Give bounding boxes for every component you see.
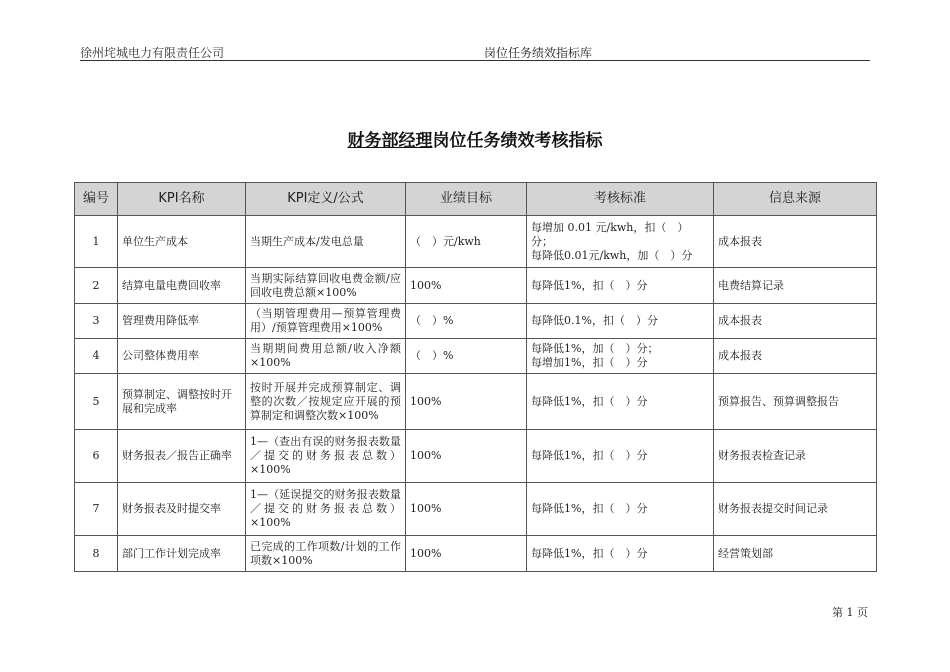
column-header: 编号 bbox=[75, 183, 118, 216]
cell-kpi-name: 单位生产成本 bbox=[118, 216, 246, 268]
cell-target: （ ）元/kwh bbox=[406, 216, 527, 268]
cell-source: 经营策划部 bbox=[714, 536, 877, 572]
cell-kpi-name: 公司整体费用率 bbox=[118, 339, 246, 374]
cell-target: 100% bbox=[406, 374, 527, 430]
cell-definition: 当期实际结算回收电费金额/应回收电费总额×100% bbox=[246, 268, 406, 304]
cell-standard: 每降低1%，扣（ ）分 bbox=[527, 268, 714, 304]
cell-no: 2 bbox=[75, 268, 118, 304]
cell-definition: 当期期间费用总额/收入净额×100% bbox=[246, 339, 406, 374]
cell-target: 100% bbox=[406, 268, 527, 304]
column-header: 信息来源 bbox=[714, 183, 877, 216]
cell-no: 5 bbox=[75, 374, 118, 430]
cell-target: 100% bbox=[406, 536, 527, 572]
cell-target: （ ）% bbox=[406, 304, 527, 339]
document-name: 岗位任务绩效指标库 bbox=[484, 46, 593, 60]
cell-target: 100% bbox=[406, 430, 527, 483]
cell-source: 成本报表 bbox=[714, 304, 877, 339]
table-row bbox=[75, 483, 877, 536]
title-role: 财务部经理 bbox=[347, 131, 433, 151]
cell-standard: 每降低1%，扣（ ）分 bbox=[527, 374, 714, 430]
cell-standard: 每降低1%，加（ ）分； 每增加1%，扣（ ）分 bbox=[527, 339, 714, 374]
cell-no: 1 bbox=[75, 216, 118, 268]
cell-target: 100% bbox=[406, 483, 527, 536]
cell-source: 电费结算记录 bbox=[714, 268, 877, 304]
company-name: 徐州垞城电力有限责任公司 bbox=[80, 46, 225, 60]
cell-standard: 每增加 0.01 元/kwh，扣（ ）分； 每降低0.01元/kwh，加（ ）分 bbox=[527, 216, 714, 268]
cell-kpi-name: 结算电量电费回收率 bbox=[118, 268, 246, 304]
cell-kpi-name: 预算制定、调整按时开展和完成率 bbox=[118, 374, 246, 430]
table-row bbox=[75, 536, 877, 572]
cell-standard: 每降低1%，扣（ ）分 bbox=[527, 536, 714, 572]
table-row bbox=[75, 304, 877, 339]
cell-standard: 每降低1%，扣（ ）分 bbox=[527, 483, 714, 536]
cell-definition: 已完成的工作项数/计划的工作项数×100% bbox=[246, 536, 406, 572]
cell-no: 7 bbox=[75, 483, 118, 536]
cell-source: 成本报表 bbox=[714, 216, 877, 268]
table-row bbox=[75, 268, 877, 304]
cell-source: 财务报表检查记录 bbox=[714, 430, 877, 483]
cell-kpi-name: 管理费用降低率 bbox=[118, 304, 246, 339]
cell-kpi-name: 部门工作计划完成率 bbox=[118, 536, 246, 572]
title-rest: 岗位任务绩效考核指标 bbox=[432, 131, 603, 151]
table-header-row bbox=[75, 183, 877, 216]
cell-no: 6 bbox=[75, 430, 118, 483]
cell-definition: 按时开展并完成预算制定、调整的次数／按规定应开展的预算制定和调整次数×100% bbox=[246, 374, 406, 430]
cell-source: 成本报表 bbox=[714, 339, 877, 374]
cell-source: 预算报告、预算调整报告 bbox=[714, 374, 877, 430]
page-number: 第 1 页 bbox=[832, 606, 868, 619]
column-header: 考核标准 bbox=[527, 183, 714, 216]
cell-no: 4 bbox=[75, 339, 118, 374]
table-row bbox=[75, 374, 877, 430]
cell-standard: 每降低0.1%，扣（ ）分 bbox=[527, 304, 714, 339]
cell-definition: 当期生产成本/发电总量 bbox=[246, 216, 406, 268]
table-row bbox=[75, 430, 877, 483]
cell-definition: 1—（查出有误的财务报表数量／提交的财务报表总数）×100% bbox=[246, 430, 406, 483]
cell-source: 财务报表提交时间记录 bbox=[714, 483, 877, 536]
cell-no: 3 bbox=[75, 304, 118, 339]
cell-definition: 1—（延误提交的财务报表数量／提交的财务报表总数）×100% bbox=[246, 483, 406, 536]
column-header: KPI定义/公式 bbox=[246, 183, 406, 216]
kpi-table bbox=[74, 182, 877, 572]
cell-kpi-name: 财务报表／报告正确率 bbox=[118, 430, 246, 483]
table-row bbox=[75, 216, 877, 268]
cell-no: 8 bbox=[75, 536, 118, 572]
table-row bbox=[75, 339, 877, 374]
cell-target: （ ）% bbox=[406, 339, 527, 374]
page-title bbox=[0, 126, 950, 151]
cell-kpi-name: 财务报表及时提交率 bbox=[118, 483, 246, 536]
cell-definition: （当期管理费用—预算管理费用）/预算管理费用×100% bbox=[246, 304, 406, 339]
column-header: KPI名称 bbox=[118, 183, 246, 216]
header-divider bbox=[80, 60, 870, 61]
cell-standard: 每降低1%，扣（ ）分 bbox=[527, 430, 714, 483]
column-header: 业绩目标 bbox=[406, 183, 527, 216]
